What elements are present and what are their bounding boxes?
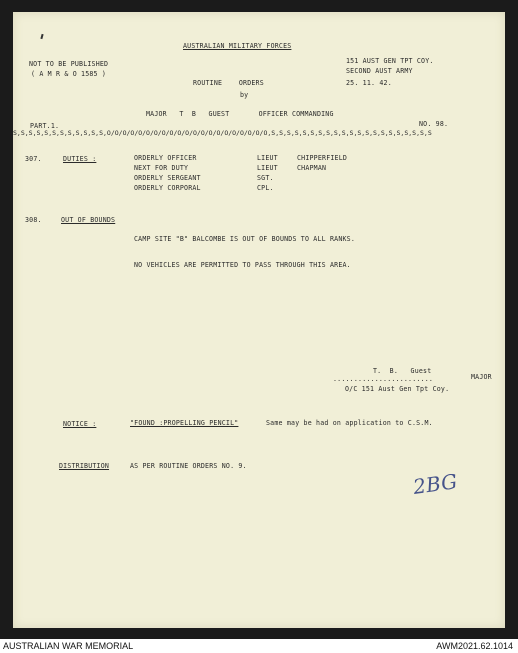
- distribution-text: AS PER ROUTINE ORDERS NO. 9.: [130, 462, 247, 470]
- institution-name: AUSTRALIAN WAR MEMORIAL: [3, 641, 134, 651]
- notice-label: NOTICE :: [63, 420, 97, 428]
- order-number: NO. 98.: [419, 120, 449, 128]
- unit-name: 151 AUST GEN TPT COY.: [346, 57, 434, 65]
- officer-line: MAJOR T B GUEST OFFICER COMMANDING: [146, 110, 334, 118]
- duty-row: NEXT FOR DUTY: [134, 164, 189, 172]
- part-label: PART.1.: [30, 122, 60, 130]
- no-vehicles-line: NO VEHICLES ARE PERMITTED TO PASS THROUGH THIS AREA.: [134, 261, 351, 269]
- notice-text: Same may be had on application to C.S.M.: [266, 419, 433, 427]
- duty-row: ORDERLY OFFICER: [134, 154, 197, 162]
- order-308-heading: OUT OF BOUNDS: [61, 216, 116, 224]
- duty-rank: SGT.: [257, 174, 274, 182]
- order-307-number: 307.: [25, 155, 42, 163]
- by-label: by: [240, 91, 249, 99]
- routine-orders-heading: ROUTINE ORDERS: [193, 79, 264, 87]
- order-308-number: 308.: [25, 216, 42, 224]
- duty-rank: CPL.: [257, 184, 274, 192]
- notice-item: "FOUND :PROPELLING PENCIL": [130, 419, 239, 427]
- out-of-bounds-line: CAMP SITE "B" BALCOMBE IS OUT OF BOUNDS TO ALL RANKS.: [134, 235, 355, 243]
- document-page: [13, 12, 505, 628]
- order-date: 25. 11. 42.: [346, 79, 392, 87]
- order-307-heading: DUTIES :: [63, 155, 97, 163]
- not-to-be-published: NOT TO BE PUBLISHED: [29, 60, 109, 68]
- signatory-unit: O/C 151 Aust Gen Tpt Coy.: [345, 385, 450, 393]
- duty-person: CHAPMAN: [297, 164, 327, 172]
- pencil-mark: [40, 34, 43, 39]
- duty-person: CHIPPERFIELD: [297, 154, 348, 162]
- distribution-label: DISTRIBUTION: [59, 462, 110, 470]
- duty-rank: LIEUT: [257, 164, 278, 172]
- separator-line: S,S,S,S,S,S,S,S,S,S,S,S,O/O/O/O/O/O/O/O/O/O/O/O/O/O/O/O/O/O/O/O/O,S,S,S,S,S,S,S,S,S,S,S,S,S,S,S,S,S,S,S,S,S: [13, 129, 432, 137]
- duty-row: ORDERLY SERGEANT: [134, 174, 201, 182]
- signature-dots: ........................: [333, 375, 434, 383]
- signatory-rank: MAJOR: [471, 373, 492, 381]
- amr-reference: ( A M R & O 1585 ): [31, 70, 107, 78]
- duty-row: ORDERLY CORPORAL: [134, 184, 201, 192]
- document-title: AUSTRALIAN MILITARY FORCES: [183, 42, 292, 50]
- signatory-name: T. B. Guest: [373, 367, 432, 375]
- catalogue-id: AWM2021.62.1014: [436, 641, 513, 651]
- duty-rank: LIEUT: [257, 154, 278, 162]
- army-name: SECOND AUST ARMY: [346, 67, 413, 75]
- archive-footer: [0, 639, 518, 653]
- handwritten-initials: 2BG: [411, 469, 459, 499]
